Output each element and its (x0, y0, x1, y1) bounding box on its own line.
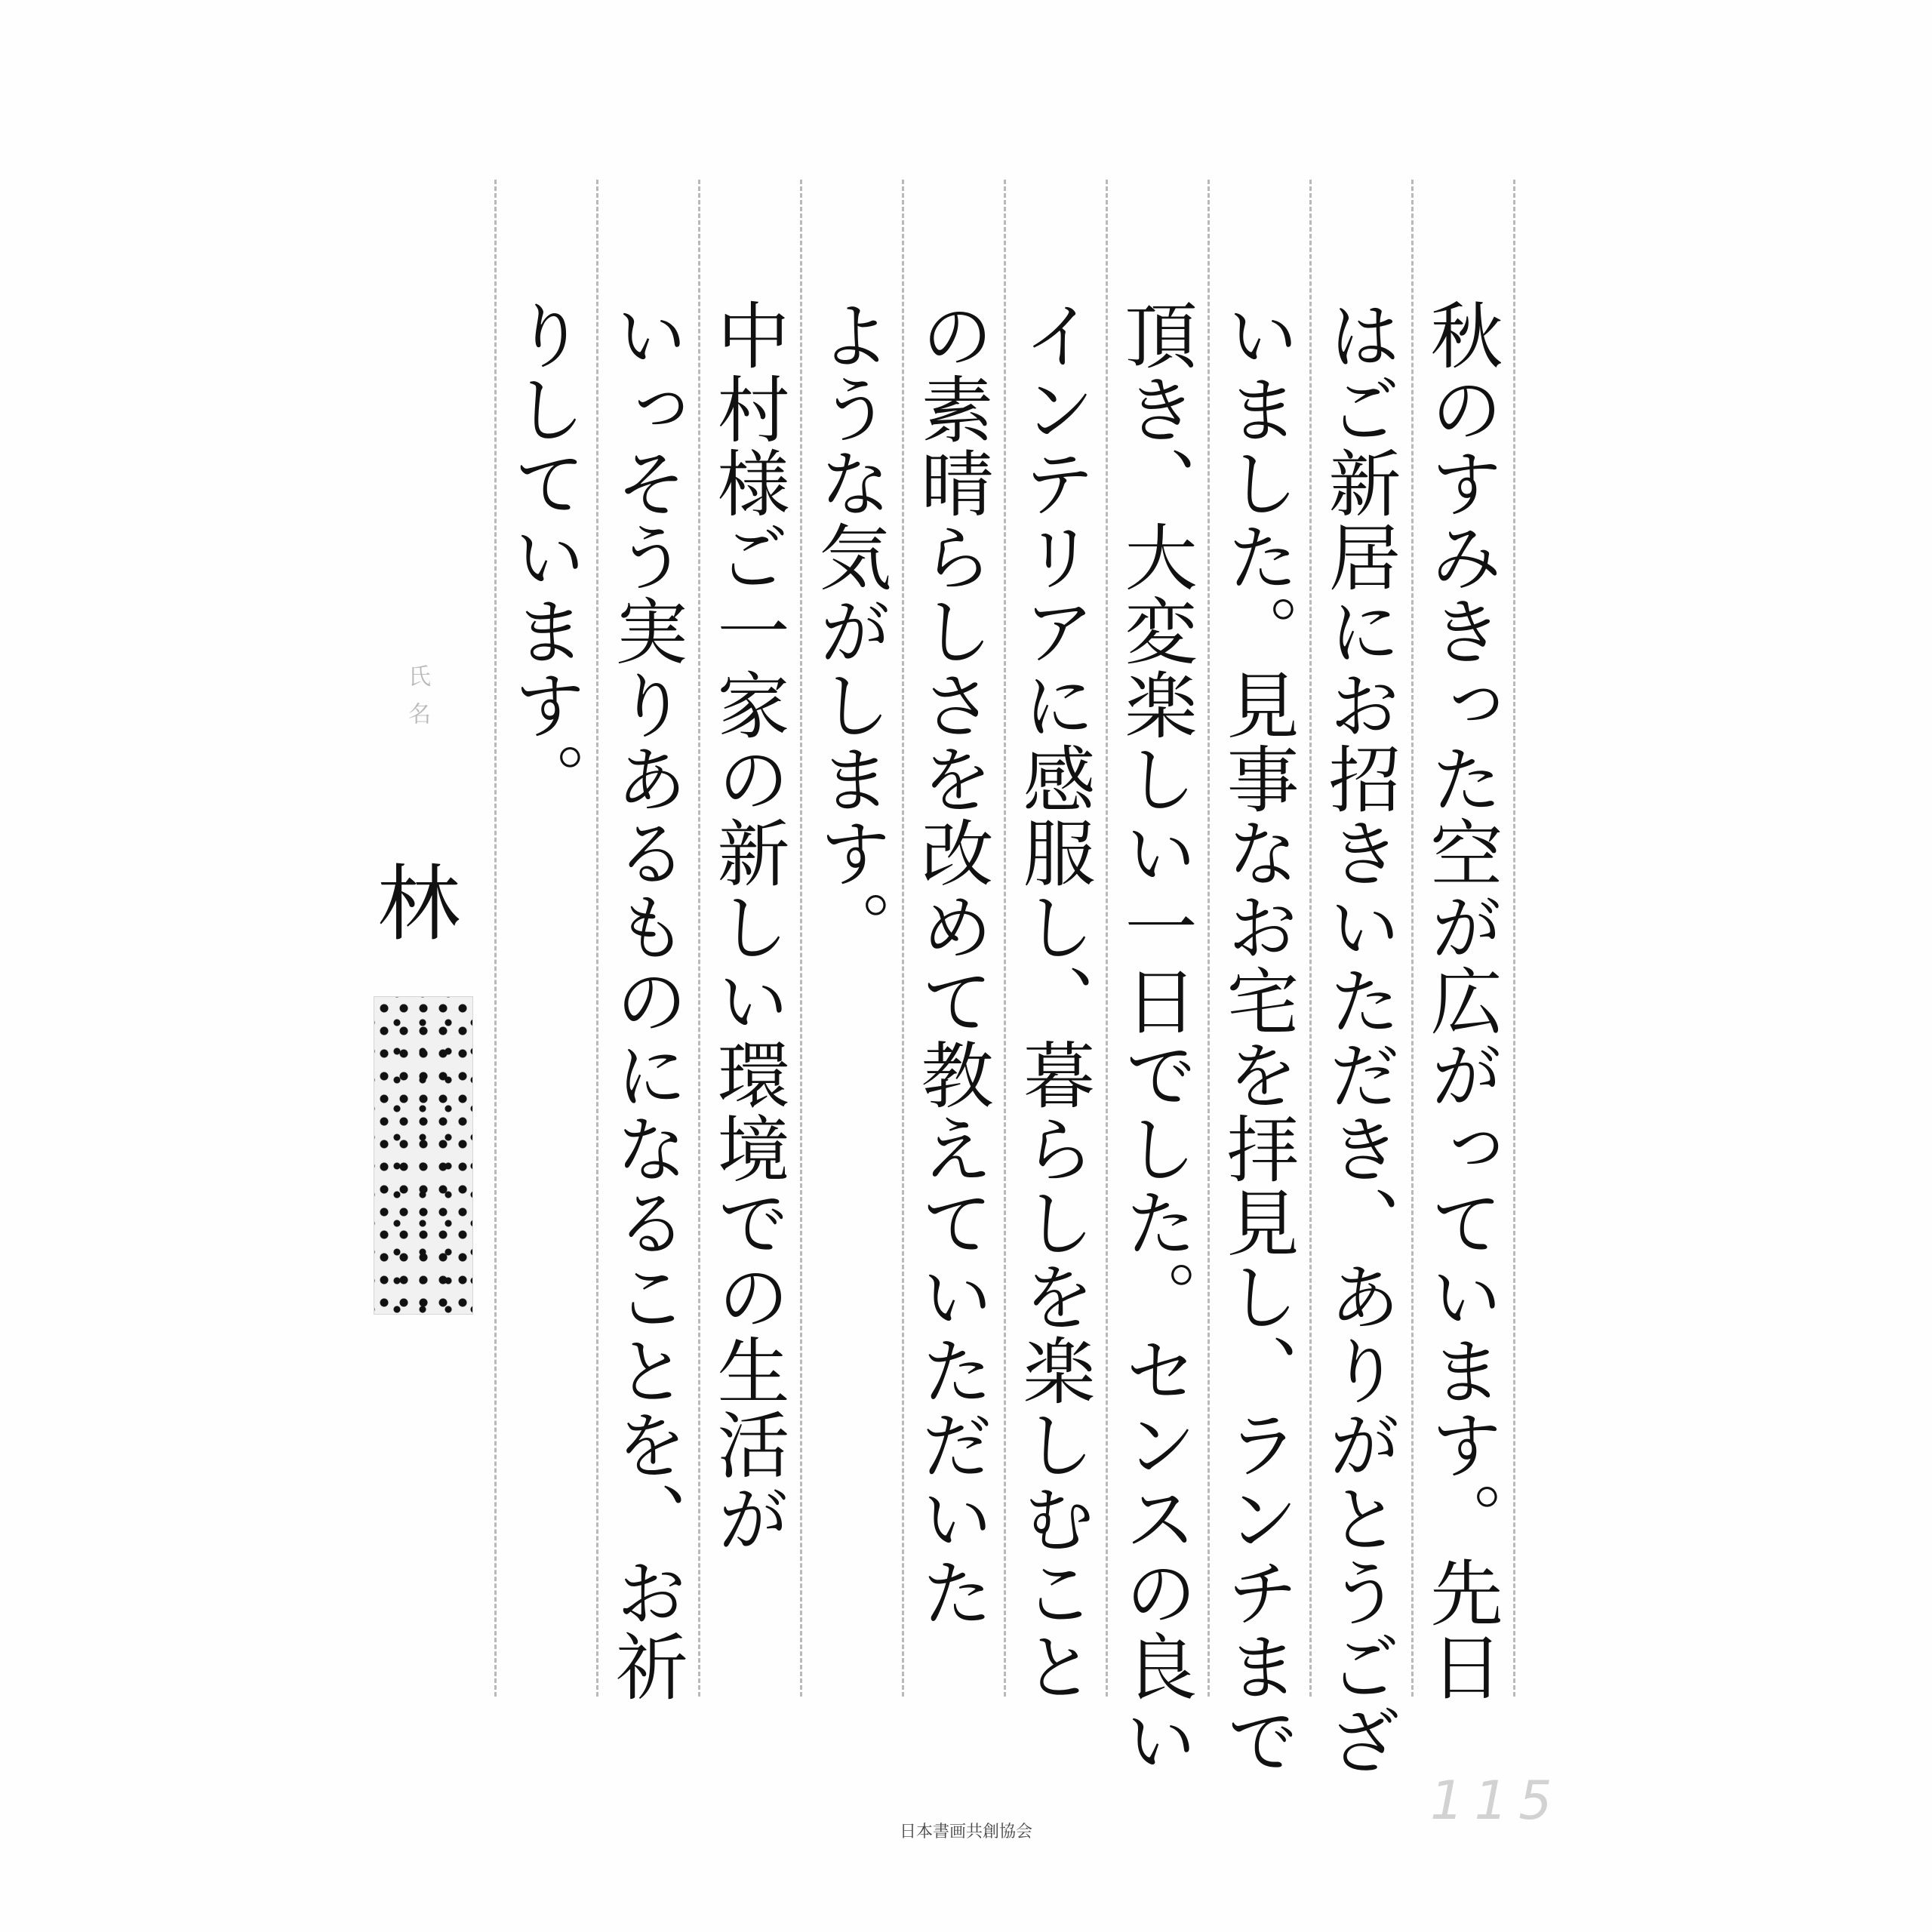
column-rule (1513, 180, 1515, 1697)
letter-column-8: 中村様ご一家の新しい環境での生活が (706, 298, 790, 1555)
column-rule (800, 180, 802, 1697)
letter-column-2: はご新居にお招きいただき、ありがとうござ (1317, 298, 1401, 1777)
column-rule (902, 180, 904, 1697)
column-rule (1309, 180, 1312, 1697)
column-rule (494, 180, 497, 1697)
letter-column-4: 頂き、大変楽しい一日でした。センスの良い (1113, 298, 1198, 1777)
column-rule (1106, 180, 1108, 1697)
name-field-label: 氏名 (404, 664, 430, 740)
column-rule (1208, 180, 1210, 1697)
letter-column-6: の素晴らしさを改めて教えていただいた (909, 298, 994, 1629)
signature-surname: 林 (377, 856, 460, 952)
column-rule (1411, 180, 1414, 1697)
column-rule (698, 180, 700, 1697)
letter-column-3: いました。見事なお宅を拝見し、ランチまで (1215, 298, 1300, 1777)
letter-column-9: いっそう実りあるものになることを、お祈 (604, 298, 688, 1703)
letter-column-5: インテリアに感服し、暮らしを楽しむこと (1011, 298, 1096, 1703)
page-number: 115 (1430, 1770, 1563, 1832)
letter-column-7: ような気がします。 (808, 298, 892, 964)
letter-column-10: りしています。 (502, 298, 586, 816)
redacted-given-name (374, 996, 473, 1315)
letter-column-1: 秋のすみきった空が広がっています。先日 (1419, 298, 1503, 1703)
footer-organization: 日本書画共創協会 (899, 1823, 1032, 1841)
column-rule (1004, 180, 1006, 1697)
column-rule (596, 180, 598, 1697)
